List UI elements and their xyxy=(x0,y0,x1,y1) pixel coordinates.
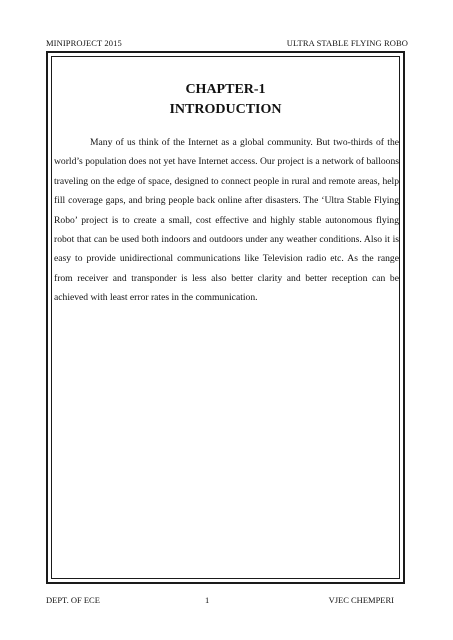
page-border xyxy=(46,51,405,584)
footer-college: VJEC CHEMPERI xyxy=(328,595,394,605)
page-header xyxy=(46,38,408,50)
chapter-heading: CHAPTER-1 xyxy=(185,82,266,97)
footer-department: DEPT. OF ECE xyxy=(46,595,100,605)
body-paragraph: Many of us think of the Internet as a global community. But two-thirds of the world’s population does not yet have Internet access. Our project is a network of balloons traveling on the edge of space, designed to connect people in rural and remote areas, help fill coverage gaps, and bring people back online after disasters. The ‘Ultra Stable Flying Robo’ project is to create a small, cost effective and highly stable autonomous flying robot that can be used both indoors and outdoors under any weather conditions. Also it is easy to provide unidirectional communications like Television radio etc. As the range from receiver and transponder is less also better clarity and better reception can be achieved with least error rates in the communication. xyxy=(54,137,399,304)
header-project-label: MINIPROJECT 2015 xyxy=(46,38,122,48)
page-footer xyxy=(46,595,408,607)
section-title: INTRODUCTION xyxy=(169,102,282,117)
footer-page-number: 1 xyxy=(205,595,210,605)
header-title-label: ULTRA STABLE FLYING ROBO xyxy=(286,38,408,48)
